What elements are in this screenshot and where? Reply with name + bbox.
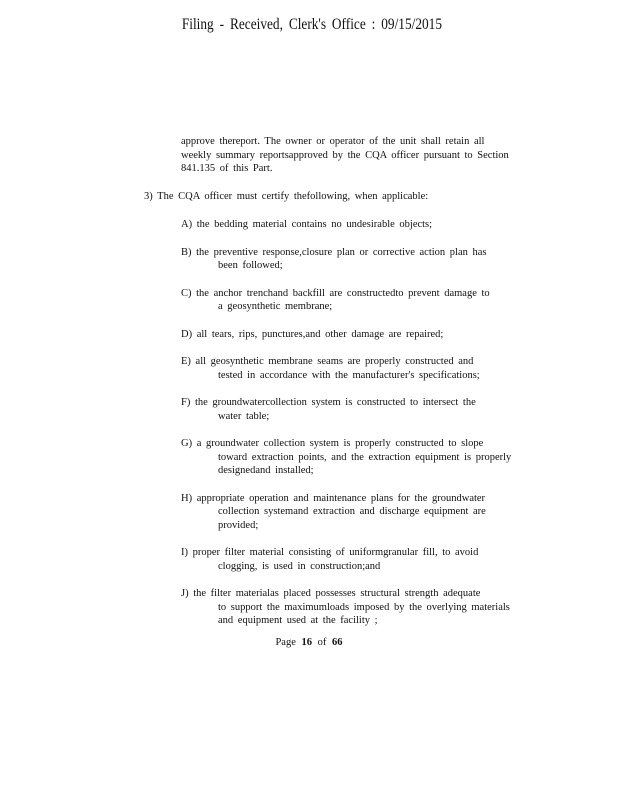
list-item-first-line: D) all tears, rips, punctures,and other damage are repaired; (181, 328, 444, 340)
list-item (181, 287, 561, 314)
list-item (181, 328, 561, 342)
page-number: 16 (301, 637, 313, 648)
list-item-continuation-line: to support the maximumloads imposed by the overlying materials (218, 601, 510, 613)
list-item-continuation-line: tested in accordance with the manufacturer's specifications; (218, 369, 480, 381)
list-item-first-line: I) proper filter material consisting of uniformgranular fill, to avoid (181, 547, 479, 558)
list-item-first-line: F) the groundwatercollection system is constructed to intersect the (181, 397, 476, 408)
list-item-first-line: G) a groundwater collection system is properly constructed to slope (181, 438, 484, 449)
intro-line: 841.135 of this Part. (181, 163, 273, 174)
intro-line: approve thereport. The owner or operator of the unit shall retain all (181, 136, 485, 147)
list-item-first-line: B) the preventive response,closure plan or corrective action plan has (181, 246, 487, 258)
list-item (181, 396, 561, 423)
list-item-continuation-line: provided; (218, 519, 259, 531)
list-item-continuation-line: toward extraction points, and the extraction equipment is properly (218, 451, 512, 463)
list-item-first-line: C) the anchor trenchand backfill are constructedto prevent damage to (181, 287, 490, 299)
of-label: of (317, 637, 327, 648)
page-label: Page (275, 637, 296, 648)
filing-header-text: Filing - Received, Clerk's Office : 09/15/2015 (181, 16, 443, 33)
intro-line: weekly summary reportsapproved by the CQA officer pursuant to Section (181, 149, 509, 161)
section-3-heading (144, 190, 428, 204)
list-item-first-line: A) the bedding material contains no undesirable objects; (181, 219, 433, 230)
list-item-first-line: E) all geosynthetic membrane seams are properly constructed and (181, 356, 474, 367)
page-footer (0, 637, 618, 648)
list-item-continuation-line: a geosynthetic membrane; (218, 301, 333, 312)
list-item-continuation-line: water table; (218, 410, 270, 422)
intro-paragraph (181, 135, 541, 176)
certification-list (181, 218, 561, 642)
list-item-continuation-line: clogging, is used in construction;and (218, 560, 381, 572)
list-item (181, 546, 561, 573)
section-3-text: 3) The CQA officer must certify thefollowing, when applicable: (144, 191, 429, 202)
total-pages: 66 (332, 637, 343, 648)
list-item (181, 587, 561, 628)
list-item-continuation-line: been followed; (218, 260, 283, 271)
list-item-first-line: J) the filter materialas placed possesses structural strength adequate (181, 588, 481, 599)
list-item (181, 355, 561, 382)
list-item (181, 218, 561, 232)
list-item (181, 437, 561, 478)
list-item-first-line: H) appropriate operation and maintenance plans for the groundwater (181, 492, 486, 504)
filing-header (46, 16, 577, 34)
list-item-continuation-line: designedand installed; (218, 465, 314, 476)
list-item (181, 246, 561, 273)
list-item-continuation-line: collection systemand extraction and discharge equipment are (218, 506, 486, 517)
list-item (181, 492, 561, 533)
list-item-continuation-line: and equipment used at the facility ; (218, 615, 378, 626)
